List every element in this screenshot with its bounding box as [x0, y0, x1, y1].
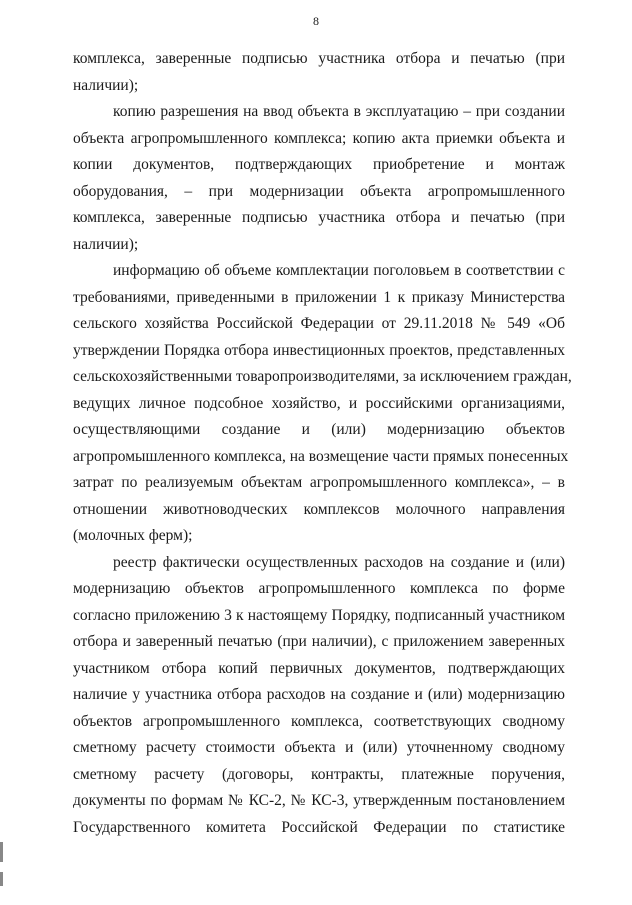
text-line: наличии);	[73, 76, 139, 94]
text-line: наличии);	[73, 235, 139, 253]
text-line: затрат по реализуемым объектам агропромышленного комплекса», – в	[73, 474, 565, 491]
text-line: сельского хозяйства Российской Федерации от 29.11.2018 № 549 «Об	[73, 315, 565, 332]
text-line: копию разрешения на ввод объекта в эксплуатацию – при создании	[113, 103, 565, 120]
text-line: наличие у участника отбора расходов на создание и (или) модернизацию	[73, 686, 565, 703]
page-number: 8	[313, 14, 319, 28]
scan-margin-mark	[0, 872, 3, 886]
text-line: документы по формам № КС-2, № КС-3, утвержденным постановлением	[73, 792, 565, 809]
text-line: отбора и заверенный печатью (при наличии), с приложением заверенных	[73, 633, 565, 650]
text-line: объектов агропромышленного комплекса, соответствующих сводному	[73, 712, 565, 730]
text-line: (молочных ферм);	[73, 527, 193, 544]
paragraph	[73, 46, 565, 99]
text-line: Государственного комитета Российской Федерации по статистике	[73, 818, 565, 836]
text-line: ведущих личное подсобное хозяйство, и российскими организациями,	[73, 394, 565, 412]
text-line: отношении животноводческих комплексов молочного направления	[73, 500, 565, 518]
text-line: оборудования, – при модернизации объекта агропромышленного	[73, 182, 565, 200]
text-line: сметному расчету (договоры, контракты, платежные поручения,	[73, 765, 565, 783]
text-line: утверждении Порядка отбора инвестиционных проектов, представленных	[73, 341, 565, 359]
paragraph	[73, 550, 565, 842]
text-line: агропромышленного комплекса, на возмещение части прямых понесенных	[73, 447, 569, 465]
paragraph	[73, 258, 572, 550]
text-line: осуществляющими создание и (или) модернизацию объектов	[73, 421, 565, 438]
document-body	[73, 46, 572, 841]
text-line: реестр фактически осуществленных расходов на создание и (или)	[113, 553, 565, 571]
text-line: комплекса, заверенные подписью участника отбора и печатью (при	[73, 50, 565, 67]
text-line: информацию об объеме комплектации поголовьем в соответствии с	[113, 262, 565, 279]
text-line: модернизацию объектов агропромышленного комплекса по форме	[73, 580, 565, 597]
paragraph	[73, 99, 565, 258]
text-line: объекта агропромышленного комплекса; копию акта приемки объекта и	[73, 129, 565, 147]
text-line: согласно приложению 3 к настоящему Порядку, подписанный участником	[73, 606, 565, 624]
text-line: требованиями, приведенными в приложении 1 к приказу Министерства	[73, 288, 565, 306]
text-line: копии документов, подтверждающих приобретение и монтаж	[73, 156, 565, 173]
text-line: сельскохозяйственными товаропроизводителями, за исключением граждан,	[73, 368, 572, 385]
text-line: участником отбора копий первичных документов, подтверждающих	[73, 659, 565, 677]
text-line: сметному расчету стоимости объекта и (или) уточненному сводному	[73, 739, 565, 756]
text-line: комплекса, заверенные подписью участника отбора и печатью (при	[73, 209, 565, 226]
scan-margin-mark	[0, 842, 3, 862]
